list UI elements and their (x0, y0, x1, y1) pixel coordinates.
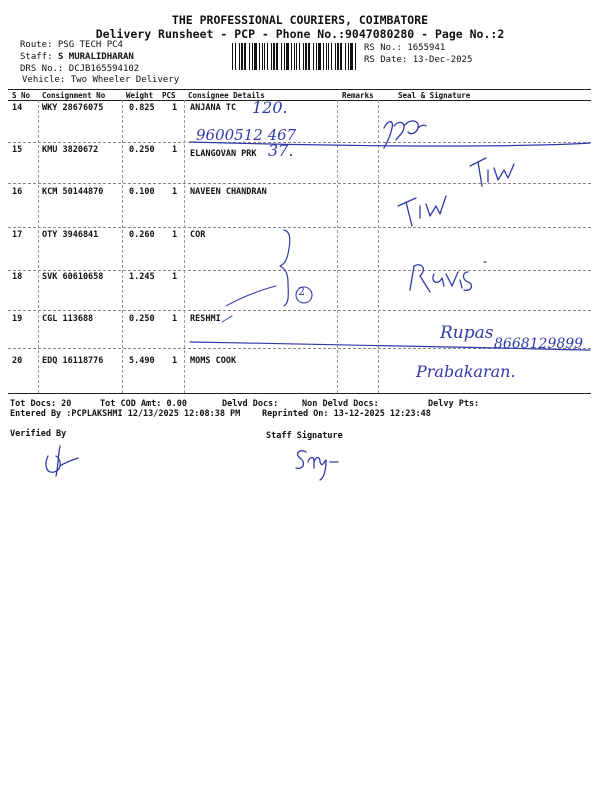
barcode-bar (316, 43, 317, 70)
cell-consignment: KCM 50144870 (42, 187, 104, 197)
barcode-bar (318, 43, 321, 70)
delivery-points: Delvy Pts: (428, 399, 480, 409)
barcode-bar (305, 43, 307, 70)
runsheet-subtitle: Delivery Runsheet - PCP - Phone No.:9047080280 - Page No.:2 (95, 27, 505, 41)
barcode-bar (345, 43, 346, 70)
cell-sno: 15 (12, 145, 23, 155)
col-header-pcs: PCS (162, 91, 176, 100)
cell-sno: 16 (12, 187, 23, 197)
handwritten-phone-row14: 9600512 467 (196, 126, 297, 144)
staff-label: Staff: (20, 52, 53, 62)
barcode-bar (291, 43, 292, 70)
delivered-docs: Delvd Docs: (222, 399, 279, 409)
cell-consignee: ELANGOVAN PRK (190, 149, 257, 159)
cell-pcs: 1 (172, 272, 178, 282)
barcode-bar (281, 43, 282, 70)
group-bracket (280, 230, 290, 306)
check-stroke (226, 286, 276, 306)
cell-weight: 0.250 (129, 314, 155, 324)
barcode-bar (249, 43, 250, 70)
cell-consignee: COR (190, 230, 206, 240)
barcode-bar (259, 43, 260, 70)
cell-pcs: 1 (172, 230, 178, 240)
company-title: THE PROFESSIONAL COURIERS, COIMBATORE (171, 13, 429, 27)
col-header-sno: S No (12, 91, 31, 100)
cell-pcs: 1 (172, 187, 178, 197)
vehicle-label: Vehicle: Two Wheeler Delivery (22, 75, 180, 85)
barcode-bar (271, 43, 272, 70)
handwritten-note-row14: 120. (252, 98, 288, 117)
signature-tiw-2 (398, 196, 446, 226)
check-stroke-2 (222, 316, 232, 322)
handwritten-note-row15: 37. (268, 141, 294, 160)
barcode-bar (254, 43, 257, 70)
cell-consignee: ANJANA TC (190, 103, 237, 113)
col-header-weight: Weight (126, 91, 154, 100)
barcode-bar (244, 43, 246, 70)
barcode-bar (284, 43, 285, 70)
drs-number: DCJB165594102 (68, 64, 140, 74)
barcode-bar (303, 43, 304, 70)
barcode-bar (273, 43, 275, 70)
barcode-bar (252, 43, 253, 70)
cell-consignment: WKY 28676075 (42, 103, 104, 113)
handwritten-group-mark: 2 (298, 285, 305, 298)
col-header-seal: Seal & Signature (398, 91, 471, 100)
signature-row18 (410, 262, 486, 292)
barcode-bar (267, 43, 268, 70)
rs-date: RS Date: 13-Dec-2025 (364, 55, 473, 65)
barcode-bar (323, 43, 324, 70)
column-divider (337, 100, 338, 393)
barcode-bar (286, 43, 289, 70)
barcode-bar (340, 43, 342, 70)
col-header-consignee: Consignee Details (188, 91, 265, 100)
cell-weight: 0.260 (129, 230, 155, 240)
cell-weight: 0.100 (129, 187, 155, 197)
staff-signature (296, 451, 338, 480)
handwritten-phone-8668: 8668129899 (494, 336, 584, 352)
drs-label: DRS No.: (20, 64, 64, 74)
handwritten-name-prabakaran: Prabakaran. (416, 362, 516, 381)
reprinted-on: Reprinted On: 13-12-2025 12:23:48 (262, 409, 431, 419)
table-header-rule (8, 100, 591, 101)
cell-consignee: NAVEEN CHANDRAN (190, 187, 267, 197)
table-top-rule (8, 89, 591, 90)
column-divider (122, 100, 123, 393)
verified-by-label: Verified By (10, 429, 67, 439)
barcode-bar (232, 43, 233, 70)
cell-pcs: 1 (172, 314, 178, 324)
row-divider (8, 310, 591, 311)
cell-sno: 20 (12, 356, 23, 366)
column-divider (184, 100, 185, 393)
cell-sno: 14 (12, 103, 23, 113)
barcode-bar (355, 43, 356, 70)
cell-weight: 1.245 (129, 272, 155, 282)
cell-weight: 5.490 (129, 356, 155, 366)
table-bottom-rule (8, 393, 591, 394)
barcode-bar (326, 43, 327, 70)
cell-consignment: EDQ 16118776 (42, 356, 104, 366)
cell-consignment: KMU 3820672 (42, 145, 99, 155)
barcode-bar (337, 43, 339, 70)
barcode-image (232, 43, 358, 70)
cell-consignee: MOMS COOK (190, 356, 237, 366)
barcode-bar (239, 43, 240, 70)
staff-line (20, 52, 134, 62)
barcode-bar (235, 43, 236, 70)
cell-consignment: CGL 113688 (42, 314, 94, 324)
cell-weight: 0.250 (129, 145, 155, 155)
cell-sno: 18 (12, 272, 23, 282)
drs-line (20, 64, 139, 74)
cell-sno: 19 (12, 314, 23, 324)
signature-tiw-1 (470, 158, 514, 186)
row-divider (8, 142, 591, 143)
cell-pcs: 1 (172, 145, 178, 155)
col-header-consignment: Consignment No (42, 91, 106, 100)
cell-pcs: 1 (172, 356, 178, 366)
barcode-bar (313, 43, 314, 70)
cell-weight: 0.825 (129, 103, 155, 113)
handwritten-name-rupas: Rupas (440, 323, 494, 343)
barcode-bar (335, 43, 336, 70)
col-header-remarks: Remarks (342, 91, 374, 100)
cell-consignee: RESHMI (190, 314, 221, 324)
barcode-bar (296, 43, 297, 70)
row-divider (8, 183, 591, 184)
column-divider (38, 100, 39, 393)
cell-pcs: 1 (172, 103, 178, 113)
entered-by: Entered By :PCPLAKSHMI 12/13/2025 12:08:38 PM (10, 409, 241, 419)
barcode-bar (350, 43, 353, 70)
cell-consignment: OTY 3946841 (42, 230, 99, 240)
barcode-bar (328, 43, 329, 70)
barcode-bar (331, 43, 332, 70)
staff-signature-label: Staff Signature (266, 431, 343, 441)
barcode-bar (241, 43, 243, 70)
verified-signature (46, 446, 78, 476)
barcode-bar (264, 43, 265, 70)
cell-consignment: SVK 60610658 (42, 272, 104, 282)
staff-name: S MURALIDHARAN (57, 52, 134, 62)
barcode-bar (308, 43, 310, 70)
barcode-bar (294, 43, 295, 70)
row-divider (8, 270, 591, 271)
signature-row14 (384, 121, 426, 148)
barcode-bar (276, 43, 278, 70)
route-label: Route: PSG TECH PC4 (20, 40, 123, 50)
column-divider (378, 100, 379, 393)
cell-sno: 17 (12, 230, 23, 240)
total-docs: Tot Docs: 20 (10, 399, 72, 409)
barcode-bar (262, 43, 263, 70)
row-divider (8, 227, 591, 228)
barcode-bar (348, 43, 349, 70)
non-delivered-docs: Non Delvd Docs: (302, 399, 379, 409)
total-cod-amount: Tot COD Amt: 0.00 (100, 399, 187, 409)
rs-number: RS No.: 1655941 (364, 43, 446, 53)
barcode-bar (299, 43, 300, 70)
